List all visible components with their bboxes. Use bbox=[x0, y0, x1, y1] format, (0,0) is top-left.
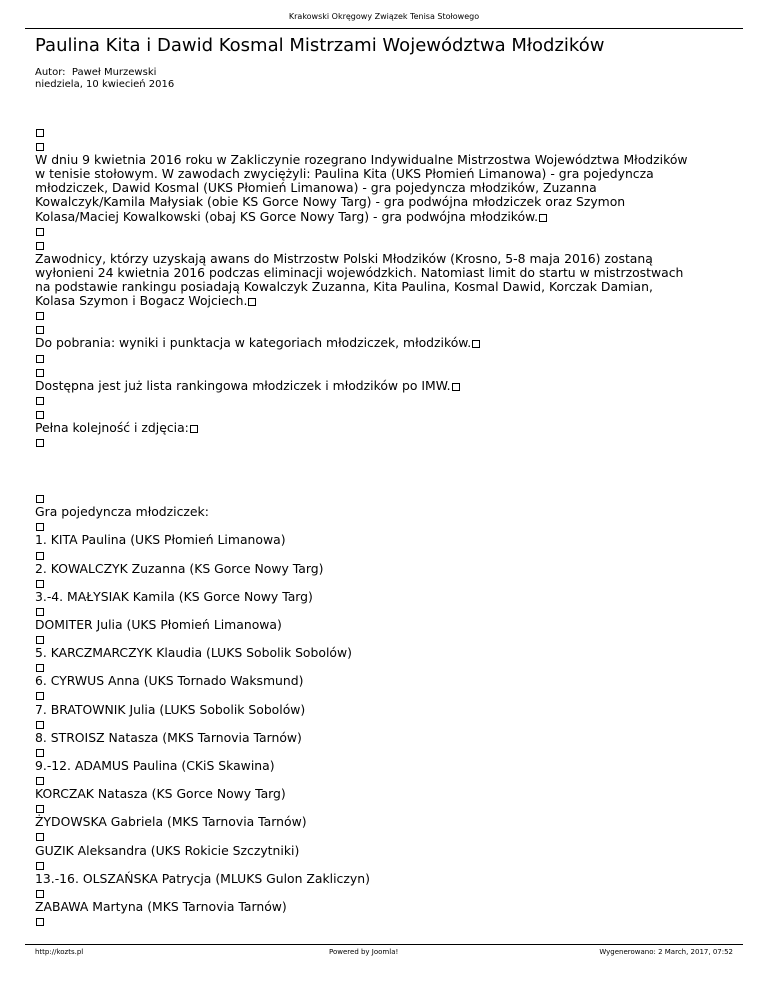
missing-glyph-box bbox=[36, 411, 44, 419]
missing-glyph-line bbox=[35, 914, 735, 928]
missing-glyph-line bbox=[35, 139, 735, 153]
missing-glyph-box bbox=[36, 552, 44, 560]
missing-glyph-line bbox=[35, 224, 735, 238]
result-item: 13.-16. OLSZAŃSKA Patrycja (MLUKS Gulon Zakliczyn) bbox=[35, 870, 370, 886]
missing-glyph-box bbox=[36, 439, 44, 447]
missing-glyph-box bbox=[539, 214, 547, 222]
missing-glyph-box bbox=[36, 833, 44, 841]
footer-powered: Powered by Joomla! bbox=[329, 948, 399, 956]
download-paragraph bbox=[35, 336, 735, 350]
missing-glyph-line bbox=[35, 519, 735, 533]
missing-glyph-line bbox=[35, 435, 735, 449]
missing-glyph-box bbox=[36, 721, 44, 729]
text-line: W dniu 9 kwietnia 2016 roku w Zakliczynie rozegrano Indywidualne Mistrzostwa Województwa Młodzików bbox=[35, 152, 688, 168]
article-date: niedziela, 10 kwiecień 2016 bbox=[35, 79, 175, 90]
missing-glyph-box bbox=[190, 425, 198, 433]
text-line bbox=[35, 210, 735, 224]
missing-glyph-line bbox=[35, 660, 735, 674]
missing-glyph-line bbox=[35, 801, 735, 815]
missing-glyph-box bbox=[36, 580, 44, 588]
photos-text: Pełna kolejność i zdjęcia: bbox=[35, 419, 189, 435]
missing-glyph-box bbox=[36, 664, 44, 672]
result-item: 7. BRATOWNIK Julia (LUKS Sobolik Sobolów) bbox=[35, 701, 306, 717]
ranking-text: Dostępna jest już lista rankingowa młodziczek i młodzików po IMW. bbox=[35, 377, 451, 393]
missing-glyph-line bbox=[35, 745, 735, 759]
missing-glyph-line bbox=[35, 351, 735, 365]
result-item: 2. KOWALCZYK Zuzanna (KS Gorce Nowy Targ) bbox=[35, 560, 324, 576]
missing-glyph-line bbox=[35, 717, 735, 731]
header-divider bbox=[25, 28, 743, 29]
author-name: Paweł Murzewski bbox=[71, 67, 157, 78]
missing-glyph-box bbox=[36, 862, 44, 870]
missing-glyph-line bbox=[35, 393, 735, 407]
missing-glyph-box bbox=[36, 369, 44, 377]
result-item: 6. CYRWUS Anna (UKS Tornado Waksmund) bbox=[35, 673, 304, 689]
result-item: 5. KARCZMARCZYK Klaudia (LUKS Sobolik Sobolów) bbox=[35, 645, 352, 661]
footer-divider bbox=[25, 944, 743, 945]
missing-glyph-box bbox=[36, 777, 44, 785]
author-label: Autor: bbox=[35, 67, 66, 78]
ranking-paragraph bbox=[35, 379, 735, 393]
missing-glyph-box bbox=[248, 298, 256, 306]
missing-glyph-box bbox=[36, 143, 44, 151]
missing-glyph-box bbox=[36, 129, 44, 137]
missing-glyph-line bbox=[35, 322, 735, 336]
footer-generated: Wygenerowano: 2 March, 2017, 07:52 bbox=[599, 948, 733, 956]
article-title: Paulina Kita i Dawid Kosmal Mistrzami Województwa Młodzików bbox=[35, 35, 605, 56]
text-line: Kowalczyk/Kamila Małysiak (obie KS Gorce Nowy Targ) - gra podwójna młodziczek oraz Szymon bbox=[35, 194, 626, 210]
missing-glyph-line bbox=[35, 886, 735, 900]
missing-glyph-box bbox=[36, 312, 44, 320]
missing-glyph-line bbox=[35, 604, 735, 618]
missing-glyph-box bbox=[36, 495, 44, 503]
missing-glyph-box bbox=[472, 340, 480, 348]
text-span: Kolasa Szymon i Bogacz Wojciech. bbox=[35, 293, 248, 309]
results-heading: Gra pojedyncza młodziczek: bbox=[35, 504, 209, 520]
text-line: na podstawie rankingu posiadają Kowalczyk Zuzanna, Kita Paulina, Kosmal Dawid, Korczak Damian, bbox=[35, 279, 653, 295]
blank-space bbox=[35, 449, 735, 491]
photos-paragraph bbox=[35, 421, 735, 435]
missing-glyph-box bbox=[36, 523, 44, 531]
paragraph-2 bbox=[35, 252, 735, 308]
missing-glyph-line bbox=[35, 688, 735, 702]
missing-glyph-line bbox=[35, 632, 735, 646]
missing-glyph-box bbox=[36, 918, 44, 926]
missing-glyph-line bbox=[35, 407, 735, 421]
article-meta bbox=[35, 67, 735, 91]
result-item: ZABAWA Martyna (MKS Tarnovia Tarnów) bbox=[35, 898, 287, 914]
site-header: Krakowski Okręgowy Związek Tenisa Stołowego bbox=[288, 12, 480, 21]
text-line: młodziczek, Dawid Kosmal (UKS Płomień Limanowa) - gra pojedyncza młodzików, Zuzanna bbox=[35, 180, 597, 196]
missing-glyph-line bbox=[35, 365, 735, 379]
result-item: KORCZAK Natasza (KS Gorce Nowy Targ) bbox=[35, 786, 286, 802]
missing-glyph-line bbox=[35, 491, 735, 505]
missing-glyph-line bbox=[35, 238, 735, 252]
download-text: Do pobrania: wyniki i punktacja w kategoriach młodziczek, młodzików. bbox=[35, 335, 472, 351]
missing-glyph-box bbox=[36, 242, 44, 250]
author-line bbox=[35, 67, 735, 79]
article-body bbox=[35, 125, 735, 928]
missing-glyph-line bbox=[35, 773, 735, 787]
article bbox=[35, 34, 735, 928]
missing-glyph-box bbox=[36, 692, 44, 700]
result-item: 1. KITA Paulina (UKS Płomień Limanowa) bbox=[35, 532, 286, 548]
missing-glyph-box bbox=[36, 355, 44, 363]
results-list bbox=[35, 519, 735, 928]
missing-glyph-line bbox=[35, 308, 735, 322]
text-line: wyłonieni 24 kwietnia 2016 podczas eliminacji wojewódzkich. Natomiast limit do startu w mistrzostwach bbox=[35, 264, 684, 280]
text-line bbox=[35, 294, 735, 308]
missing-glyph-line bbox=[35, 548, 735, 562]
missing-glyph-box bbox=[452, 383, 460, 391]
footer-url: http://kozts.pl bbox=[35, 948, 84, 956]
text-span: Kolasa/Maciej Kowalkowski (obaj KS Gorce Nowy Targ) - gra podwójna młodzików. bbox=[35, 208, 539, 224]
missing-glyph-box bbox=[36, 326, 44, 334]
missing-glyph-line bbox=[35, 858, 735, 872]
missing-glyph-box bbox=[36, 805, 44, 813]
missing-glyph-box bbox=[36, 636, 44, 644]
missing-glyph-line bbox=[35, 125, 735, 139]
missing-glyph-line bbox=[35, 829, 735, 843]
missing-glyph-box bbox=[36, 608, 44, 616]
result-item: ŻYDOWSKA Gabriela (MKS Tarnovia Tarnów) bbox=[35, 814, 307, 830]
result-item: 3.-4. MAŁYSIAK Kamila (KS Gorce Nowy Targ) bbox=[35, 588, 313, 604]
page-footer bbox=[35, 948, 733, 957]
text-line: Zawodnicy, którzy uzyskają awans do Mistrzostw Polski Młodzików (Krosno, 5-8 maja 2016) zostaną bbox=[35, 250, 653, 266]
missing-glyph-box bbox=[36, 890, 44, 898]
result-item: GUZIK Aleksandra (UKS Rokicie Szczytniki) bbox=[35, 842, 300, 858]
result-item: 9.-12. ADAMUS Paulina (CKiS Skawina) bbox=[35, 757, 275, 773]
missing-glyph-box bbox=[36, 228, 44, 236]
missing-glyph-box bbox=[36, 397, 44, 405]
paragraph-1 bbox=[35, 153, 735, 223]
result-item: 8. STROISZ Natasza (MKS Tarnovia Tarnów) bbox=[35, 729, 302, 745]
result-item: DOMITER Julia (UKS Płomień Limanowa) bbox=[35, 617, 282, 632]
text-line: w tenisie stołowym. W zawodach zwyciężyli: Paulina Kita (UKS Płomień Limanowa) - gra pojedyncza bbox=[35, 166, 654, 182]
missing-glyph-line bbox=[35, 576, 735, 590]
missing-glyph-box bbox=[36, 749, 44, 757]
